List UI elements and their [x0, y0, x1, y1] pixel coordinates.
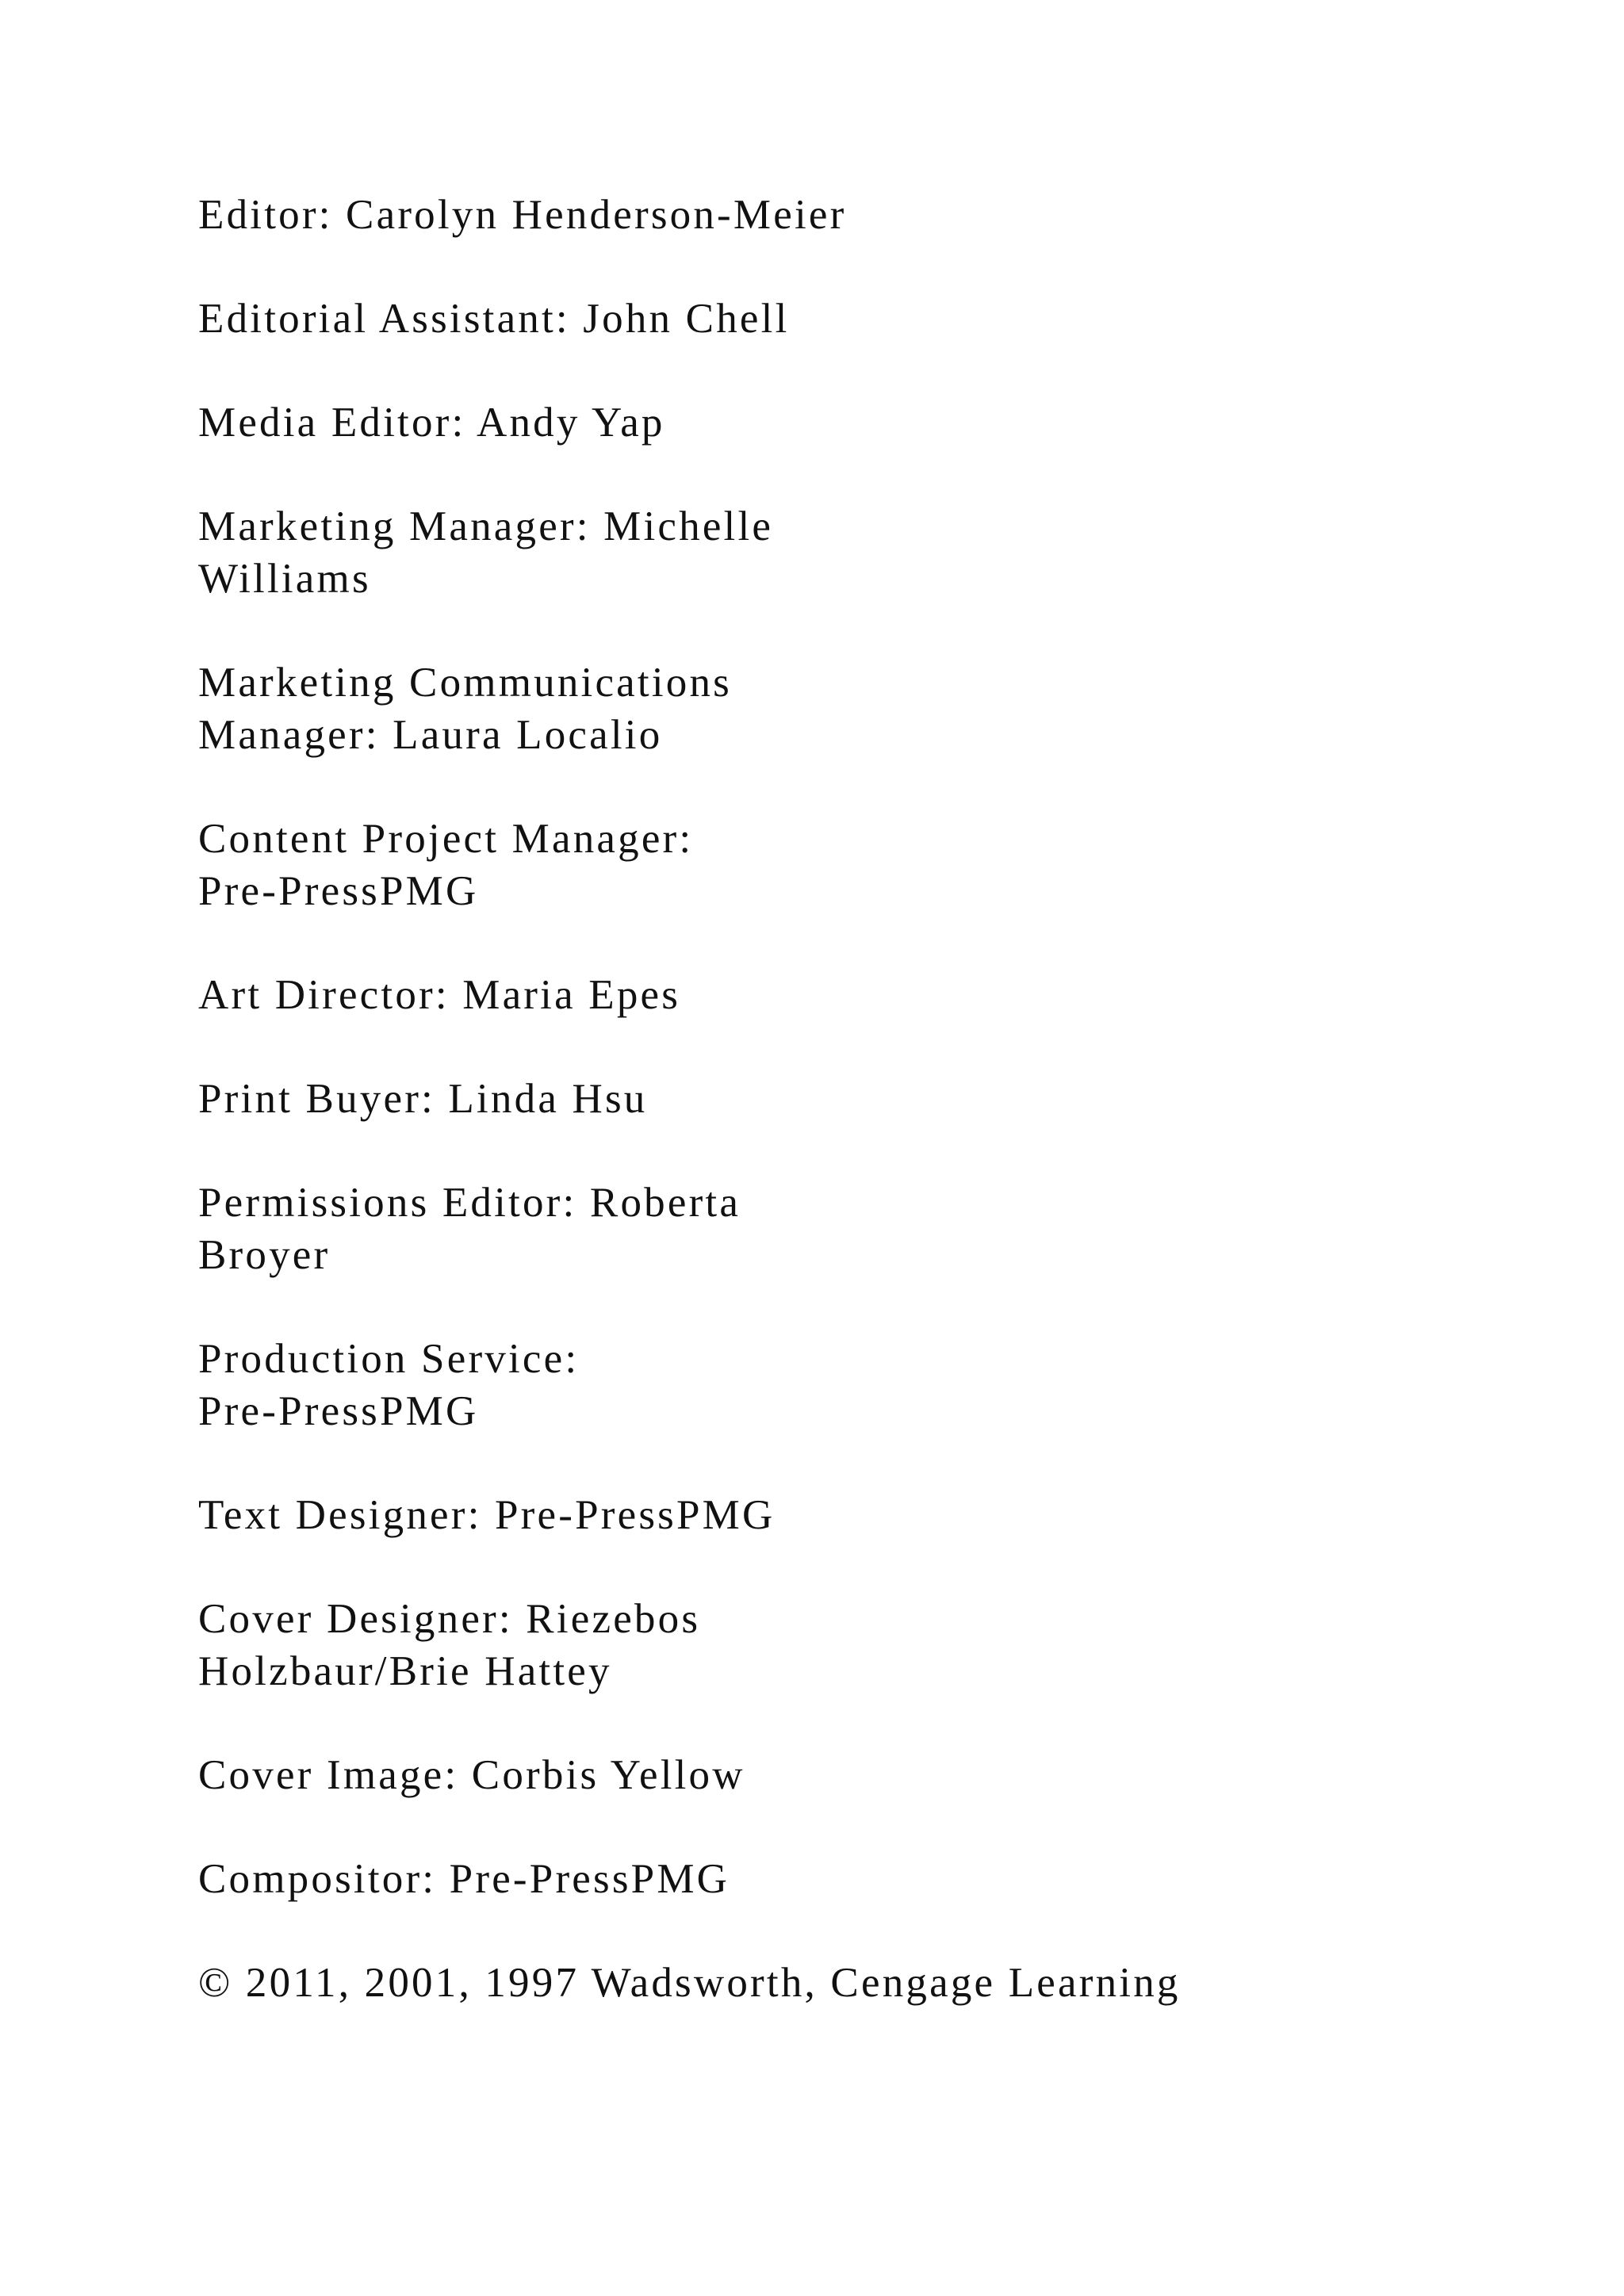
credit-media-editor: [198, 396, 1546, 449]
credit-line: Marketing Manager: Michelle: [198, 503, 774, 549]
credit-cover-image: [198, 1749, 1546, 1801]
credit-line: Marketing Communications: [198, 660, 732, 706]
credit-editorial-assistant: [198, 293, 1546, 345]
credit-print-buyer: [198, 1073, 1546, 1125]
credit-content-project-manager: [198, 813, 1546, 917]
credit-compositor: [198, 1853, 1546, 1905]
credit-line: Broyer: [198, 1232, 331, 1278]
credit-permissions-editor: [198, 1177, 1546, 1281]
credit-marketing-communications-manager: [198, 656, 1546, 761]
credit-line: Editorial Assistant: John Chell: [198, 296, 790, 342]
credit-line: Cover Image: Corbis Yellow: [198, 1752, 745, 1798]
credit-cover-designer: [198, 1593, 1546, 1697]
credit-editor: [198, 189, 1546, 241]
credit-text-designer: [198, 1489, 1546, 1541]
credit-line: Williams: [198, 556, 371, 602]
credit-line: Permissions Editor: Roberta: [198, 1180, 741, 1226]
credit-line: Holzbaur/Brie Hattey: [198, 1648, 612, 1694]
copyright-notice: © 2011, 2001, 1997 Wadsworth, Cengage Learning: [198, 1960, 1181, 2006]
credit-line: Pre-PressPMG: [198, 868, 479, 914]
credit-line: Art Director: Maria Epes: [198, 972, 681, 1018]
credit-line: Cover Designer: Riezebos: [198, 1596, 701, 1642]
credit-line: Compositor: Pre-PressPMG: [198, 1856, 730, 1902]
credit-art-director: [198, 969, 1546, 1021]
credit-line: Manager: Laura Localio: [198, 712, 663, 758]
credits-list: [198, 189, 1546, 2009]
credit-line: Print Buyer: Linda Hsu: [198, 1076, 648, 1122]
credit-marketing-manager: [198, 500, 1546, 605]
credit-line: Editor: Carolyn Henderson-Meier: [198, 192, 847, 238]
credit-line: Text Designer: Pre-PressPMG: [198, 1492, 776, 1538]
credit-line: Content Project Manager:: [198, 816, 694, 862]
credit-production-service: [198, 1333, 1546, 1437]
credit-line: Production Service:: [198, 1336, 580, 1382]
credit-line: Pre-PressPMG: [198, 1388, 479, 1434]
credit-line: Media Editor: Andy Yap: [198, 400, 665, 446]
